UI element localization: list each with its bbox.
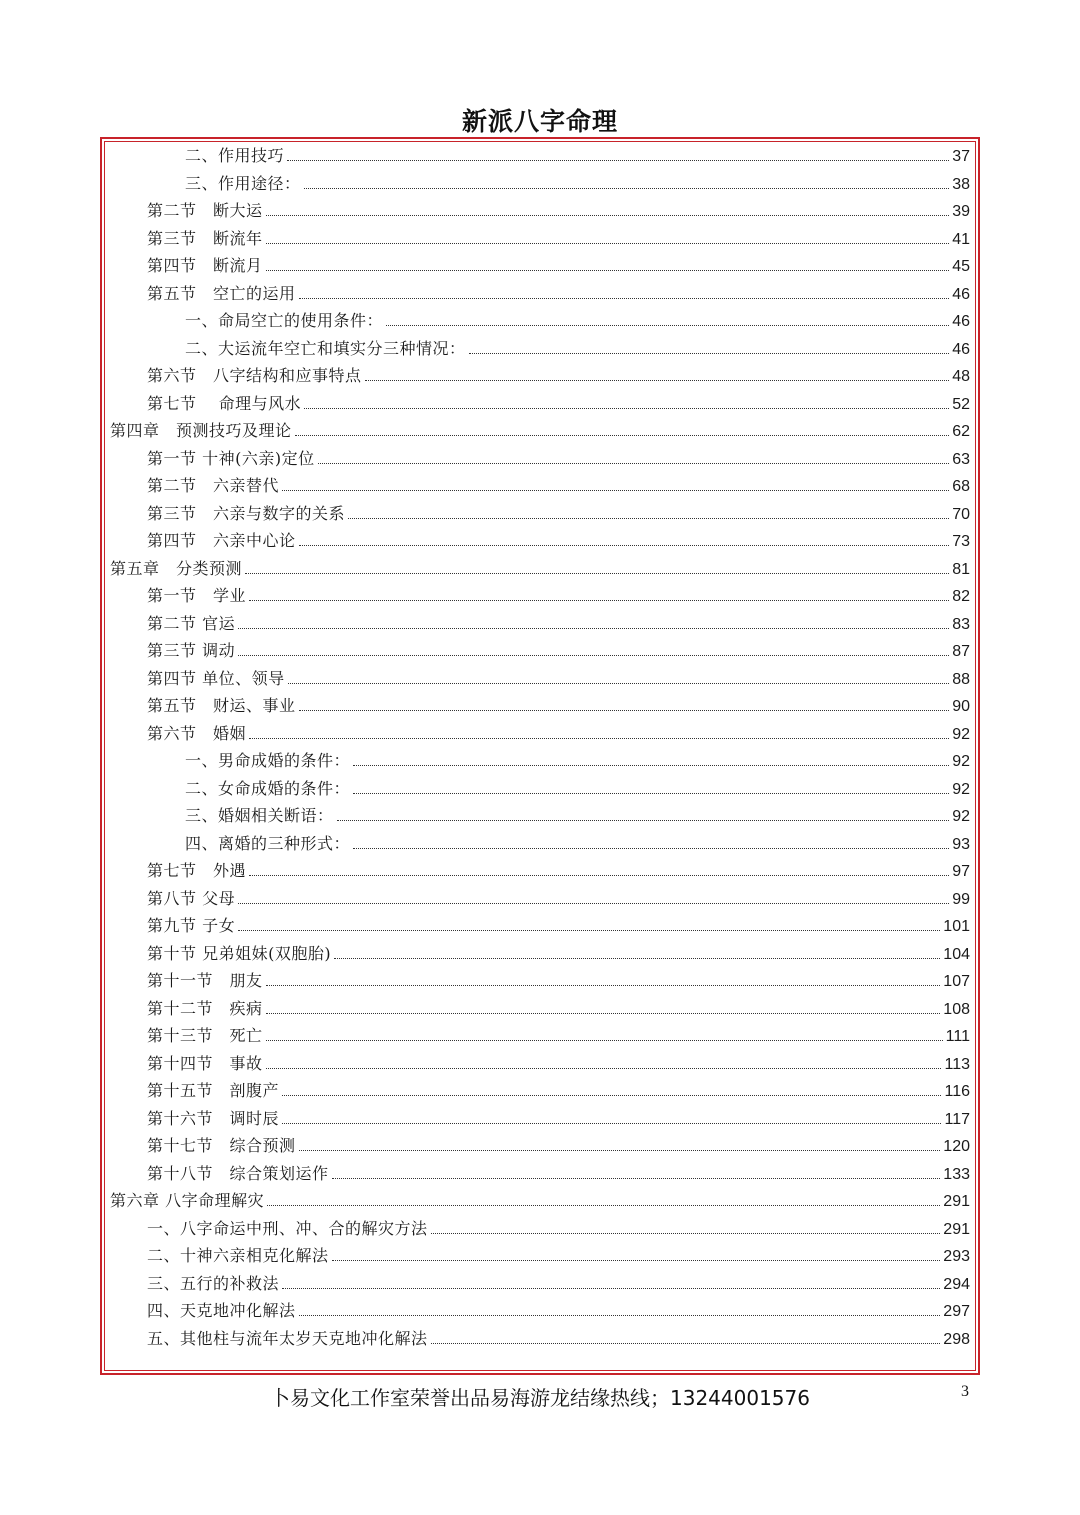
toc-entry-label: 第十五节 剖腹产: [147, 1081, 280, 1100]
toc-entry-page: 294: [943, 1275, 970, 1293]
toc-entry-page: 97: [952, 863, 970, 880]
toc-entry-label: 第三节 六亲与数字的关系: [147, 503, 346, 523]
toc-entry-page: 101: [943, 918, 970, 935]
toc-entry-page: 293: [943, 1248, 970, 1265]
toc-leader-dots: [299, 1135, 941, 1151]
toc-entry: [147, 723, 970, 745]
toc-entry: [185, 173, 970, 195]
toc-entry-page: 90: [952, 698, 970, 715]
toc-entry-page: 62: [952, 423, 970, 440]
toc-entry-page: 99: [952, 890, 970, 908]
toc-entry: [147, 1163, 970, 1185]
toc-entry-label: 二、大运流年空亡和填实分三种情况：: [185, 338, 466, 358]
toc-entry: [185, 310, 970, 332]
toc-entry: [147, 888, 970, 910]
toc-entry-label: 第四节 断流月: [147, 256, 263, 275]
document-title: 新派八字命理: [461, 107, 618, 136]
toc-entry-label: 第五章 分类预测: [110, 558, 243, 578]
toc-entry-page: 88: [952, 670, 970, 688]
toc-leader-dots: [245, 558, 949, 574]
toc-entry-label: 三、婚姻相关断语：: [185, 806, 334, 825]
page-number: 3: [961, 1383, 969, 1400]
toc-leader-dots: [337, 805, 950, 821]
toc-entry: [147, 530, 970, 552]
toc-leader-dots: [238, 640, 949, 656]
toc-entry-label: 第十二节 疾病: [147, 998, 263, 1018]
toc-entry-label: 第一节 学业: [147, 586, 247, 605]
toc-entry: [147, 475, 970, 497]
toc-leader-dots: [353, 750, 949, 766]
toc-entry-page: 116: [944, 1083, 970, 1100]
toc-leader-dots: [282, 1273, 940, 1289]
toc-entry-label: 四、天克地冲化解法: [147, 1301, 296, 1320]
toc-entry: [147, 393, 970, 415]
toc-entry: [147, 585, 970, 607]
toc-entry-page: 117: [944, 1110, 970, 1128]
toc-entry-label: 第一节 十神(六亲)定位: [147, 448, 315, 468]
toc-leader-dots: [288, 668, 950, 684]
toc-entry-label: 二、十神六亲相克化解法: [147, 1246, 329, 1265]
toc-leader-dots: [348, 503, 949, 519]
toc-entry-page: 37: [952, 148, 970, 165]
toc-entry-label: 第六节 八字结构和应事特点: [147, 366, 362, 385]
toc-entry: [147, 668, 970, 690]
toc-entry: [147, 640, 970, 662]
toc-entry-label: 第六章 八字命理解灾: [110, 1191, 265, 1210]
toc-entry-page: 298: [943, 1330, 970, 1348]
toc-leader-dots: [267, 1190, 940, 1206]
toc-entry-page: 92: [952, 725, 970, 743]
toc-entry-page: 133: [943, 1165, 970, 1183]
toc-entry: [147, 1108, 970, 1130]
toc-entry-label: 第五节 财运、事业: [147, 696, 296, 715]
toc-entry: [147, 915, 970, 937]
toc-entry-label: 第二节 官运: [147, 613, 236, 633]
toc-entry: [147, 695, 970, 717]
toc-leader-dots: [238, 613, 949, 629]
toc-leader-dots: [299, 283, 950, 299]
toc-entry-label: 第九节 子女: [147, 916, 236, 935]
toc-leader-dots: [353, 833, 949, 849]
toc-entry-page: 45: [952, 258, 970, 275]
toc-entry-label: 第十六节 调时辰: [147, 1108, 280, 1128]
toc-leader-dots: [282, 475, 949, 491]
toc-entry-page: 291: [943, 1220, 970, 1238]
toc-entry-label: 三、五行的补救法: [147, 1273, 280, 1293]
toc-entry-label: 一、男命成婚的条件：: [185, 751, 351, 770]
toc-entry-page: 92: [952, 808, 970, 825]
toc-entry-label: 第十一节 朋友: [147, 971, 263, 990]
toc-leader-dots: [318, 448, 950, 464]
toc-entry: [147, 613, 970, 635]
toc-entry: [147, 448, 970, 470]
toc-entry-page: 70: [952, 505, 970, 523]
toc-entry-page: 46: [952, 285, 970, 303]
toc-entry-label: 第十七节 综合预测: [147, 1136, 296, 1155]
toc-leader-dots: [266, 998, 941, 1014]
toc-entry: [147, 1135, 970, 1157]
toc-entry-label: 二、女命成婚的条件：: [185, 778, 351, 798]
toc-leader-dots: [249, 860, 949, 876]
toc-entry-label: 第四节 六亲中心论: [147, 531, 296, 550]
toc-entry-page: 38: [952, 175, 970, 193]
toc-entry-label: 第六节 婚姻: [147, 723, 247, 743]
toc-entry: [147, 943, 970, 965]
toc-leader-dots: [334, 943, 940, 959]
toc-leader-dots: [238, 888, 949, 904]
toc-entry-page: 83: [952, 615, 970, 633]
toc-entry-page: 291: [943, 1193, 970, 1210]
toc-entry-page: 104: [943, 945, 970, 963]
toc-leader-dots: [282, 1108, 941, 1124]
toc-entry-label: 第二节 六亲替代: [147, 476, 280, 495]
toc-entry-page: 82: [952, 588, 970, 605]
toc-entry-label: 第四节 单位、领导: [147, 668, 285, 688]
toc-entry-page: 93: [952, 835, 970, 853]
toc-entry: [185, 778, 970, 800]
toc-leader-dots: [266, 1053, 942, 1069]
toc-entry-label: 三、作用途径：: [185, 173, 301, 193]
toc-leader-dots: [266, 970, 941, 986]
toc-leader-dots: [238, 915, 940, 931]
toc-leader-dots: [295, 420, 950, 436]
toc-entry: [147, 970, 970, 992]
toc-entry: [147, 228, 970, 250]
toc-entry-label: 第三节 调动: [147, 641, 236, 660]
toc-entry-label: 第十八节 综合策划运作: [147, 1163, 329, 1183]
toc-leader-dots: [266, 1025, 943, 1041]
toc-entry-label: 第五节 空亡的运用: [147, 283, 296, 303]
toc-entry-page: 92: [952, 780, 970, 798]
toc-leader-dots: [287, 145, 949, 161]
toc-leader-dots: [365, 365, 950, 381]
toc-entry-page: 68: [952, 478, 970, 495]
toc-leader-dots: [299, 530, 950, 546]
toc-leader-dots: [353, 778, 949, 794]
toc-entry: [147, 1273, 970, 1295]
toc-entry-page: 73: [952, 533, 970, 550]
toc-entry-label: 第三节 断流年: [147, 228, 263, 248]
toc-entry: [147, 503, 970, 525]
toc-entry: [110, 420, 970, 442]
toc-entry: [147, 200, 970, 222]
toc-entry-page: 297: [943, 1303, 970, 1320]
toc-entry-page: 87: [952, 643, 970, 660]
toc-entry: [147, 1328, 970, 1350]
toc-leader-dots: [282, 1080, 941, 1096]
toc-entry-label: 第十四节 事故: [147, 1053, 263, 1073]
toc-leader-dots: [249, 585, 949, 601]
toc-entry-page: 41: [952, 230, 970, 248]
toc-entry-label: 二、作用技巧: [185, 146, 285, 165]
toc-entry: [185, 750, 970, 772]
toc-entry-page: 46: [952, 340, 970, 358]
toc-entry: [147, 283, 970, 305]
toc-entry-page: 48: [952, 368, 970, 385]
toc-entry-label: 第八节 父母: [147, 888, 236, 908]
toc-entry-page: 39: [952, 203, 970, 220]
toc-entry-page: 108: [943, 1000, 970, 1018]
toc-leader-dots: [299, 1300, 941, 1316]
toc-entry-label: 四、离婚的三种形式：: [185, 833, 351, 853]
toc-entry-label: 第二节 断大运: [147, 201, 263, 220]
toc-entry-page: 111: [945, 1028, 970, 1045]
toc-entry: [147, 1080, 970, 1102]
toc-entry: [147, 365, 970, 387]
toc-entry: [147, 1245, 970, 1267]
toc-leader-dots: [386, 310, 949, 326]
toc-leader-dots: [304, 173, 950, 189]
toc-leader-dots: [266, 200, 950, 216]
toc-leader-dots: [304, 393, 949, 409]
toc-entry: [147, 1218, 970, 1240]
toc-leader-dots: [249, 723, 949, 739]
toc-leader-dots: [332, 1245, 941, 1261]
toc-entry: [185, 338, 970, 360]
toc-entry: [110, 558, 970, 580]
toc-entry: [147, 1300, 970, 1322]
toc-entry-page: 81: [952, 560, 970, 578]
footer-text: 卜易文化工作室荣誉出品易海游龙结缘热线；13244001576: [270, 1386, 810, 1410]
toc-leader-dots: [431, 1218, 941, 1234]
toc-entry-label: 第七节 命理与风水: [147, 393, 302, 413]
toc-entry: [147, 255, 970, 277]
toc-leader-dots: [431, 1328, 941, 1344]
toc-leader-dots: [332, 1163, 941, 1179]
toc-entry: [185, 833, 970, 855]
toc-entry-page: 46: [952, 313, 970, 330]
toc-entry: [110, 1190, 970, 1212]
toc-entry: [185, 145, 970, 167]
toc-entry-label: 第十节 兄弟姐妹(双胞胎): [147, 943, 332, 963]
toc-entry-page: 107: [943, 973, 970, 990]
toc-entry-label: 第十三节 死亡: [147, 1026, 263, 1045]
toc-entry-label: 第七节 外遇: [147, 861, 247, 880]
toc-entry: [147, 1025, 970, 1047]
toc-leader-dots: [299, 695, 950, 711]
toc-entry-page: 113: [944, 1055, 970, 1073]
toc-entry-page: 63: [952, 450, 970, 468]
toc-entry-page: 92: [952, 753, 970, 770]
toc-entry-page: 120: [943, 1138, 970, 1155]
toc-entry: [185, 805, 970, 827]
toc-leader-dots: [266, 228, 950, 244]
toc-entry-page: 52: [952, 395, 970, 413]
toc-entry: [147, 860, 970, 882]
toc-entry-label: 一、八字命运中刑、冲、合的解灾方法: [147, 1218, 428, 1238]
toc-entry-label: 第四章 预测技巧及理论: [110, 421, 292, 440]
toc-leader-dots: [469, 338, 950, 354]
toc-entry: [147, 998, 970, 1020]
toc-leader-dots: [266, 255, 950, 271]
toc-entry-label: 一、命局空亡的使用条件：: [185, 311, 384, 330]
toc-entry: [147, 1053, 970, 1075]
toc-entry-label: 五、其他柱与流年太岁天克地冲化解法: [147, 1328, 428, 1348]
